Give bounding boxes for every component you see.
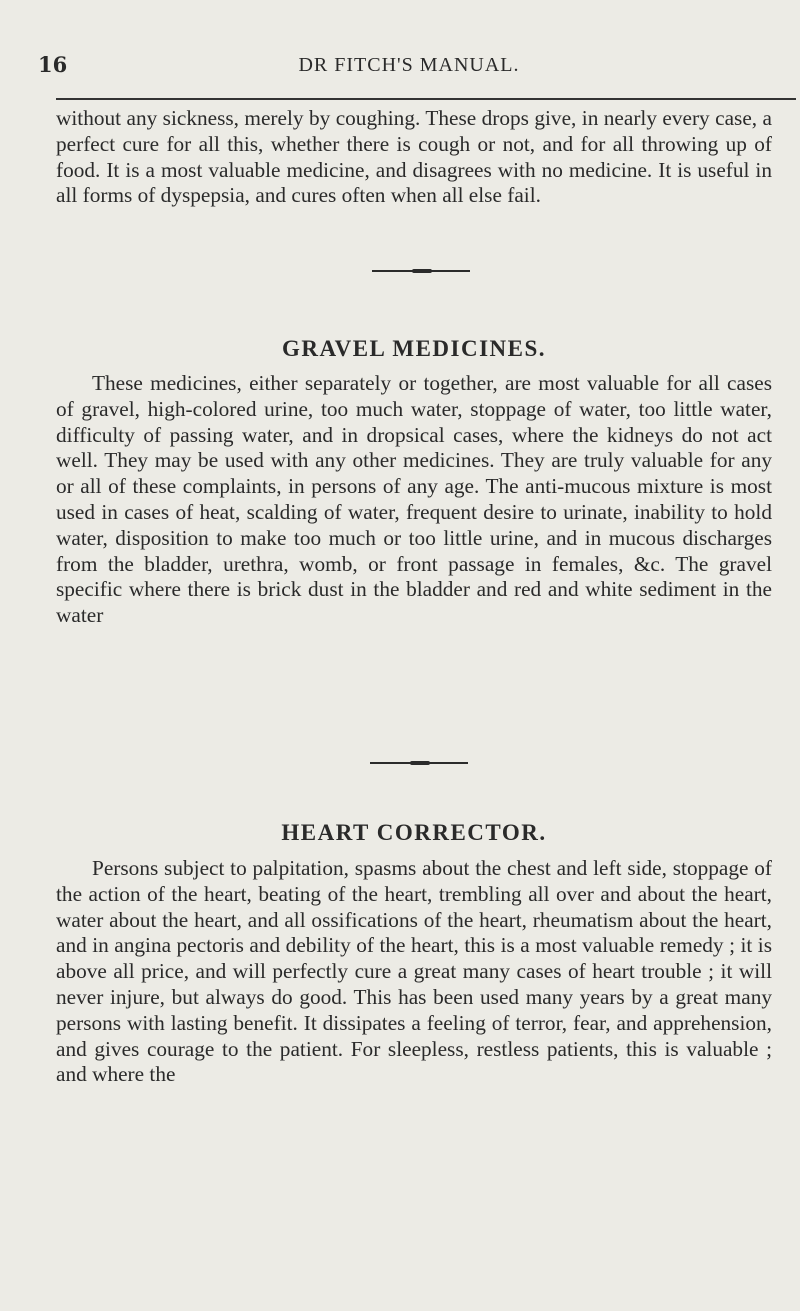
section-divider: [370, 762, 468, 764]
page-number: 16: [38, 52, 68, 77]
heart-corrector-paragraph: Persons subject to palpitation, spasms about the chest and left side, stoppage of the action of the heart, beating of the heart, trembling all over and about the heart, water about the heart, and all ossifications of the heart, rheumatism about the heart, and in angina pectoris and debility of the heart, this is a most valuable remedy ; it is above all price, and will perfectly cure a great many cases of heart trouble ; it will never injure, but always do good. This has been used many years by a great many persons with lasting benefit. It dissipates a feeling of terror, fear, and apprehension, and gives courage to the patient. For sleepless, restless patients, this is valuable ; and where the: [56, 856, 772, 1087]
section-divider: [372, 270, 470, 272]
section-title-heart-corrector: HEART CORRECTOR.: [281, 820, 547, 845]
page-header: [38, 52, 780, 86]
running-title: DR FITCH'S MANUAL.: [298, 54, 520, 76]
gravel-medicines-paragraph: These medicines, either separately or together, are most valuable for all cases of gravel, high-colored urine, too much water, stoppage of water, too little water, difficulty of passing water, and in dropsical cases, where the kidneys do not act well. They may be used with any other medicines. They are truly valuable for any or all of these complaints, in persons of any age. The anti-mucous mixture is most used in cases of heat, scalding of water, frequent desire to urinate, inability to hold water, disposition to make too much or too little urine, and in mucous discharges from the bladder, urethra, womb, or front passage in females, &c. The gravel specific where there is brick dust in the bladder and red and white sediment in the water: [56, 371, 772, 628]
continuation-paragraph: without any sickness, merely by coughing. These drops give, in nearly every case, a perfect cure for all this, whether there is cough or not, and for all throwing up of food. It is a most valuable medicine, and disagrees with no medicine. It is useful in all forms of dyspepsia, and cures often when all else fail.: [56, 106, 772, 208]
header-rule: [56, 98, 796, 100]
section-title-gravel-medicines: GRAVEL MEDICINES.: [281, 336, 547, 361]
